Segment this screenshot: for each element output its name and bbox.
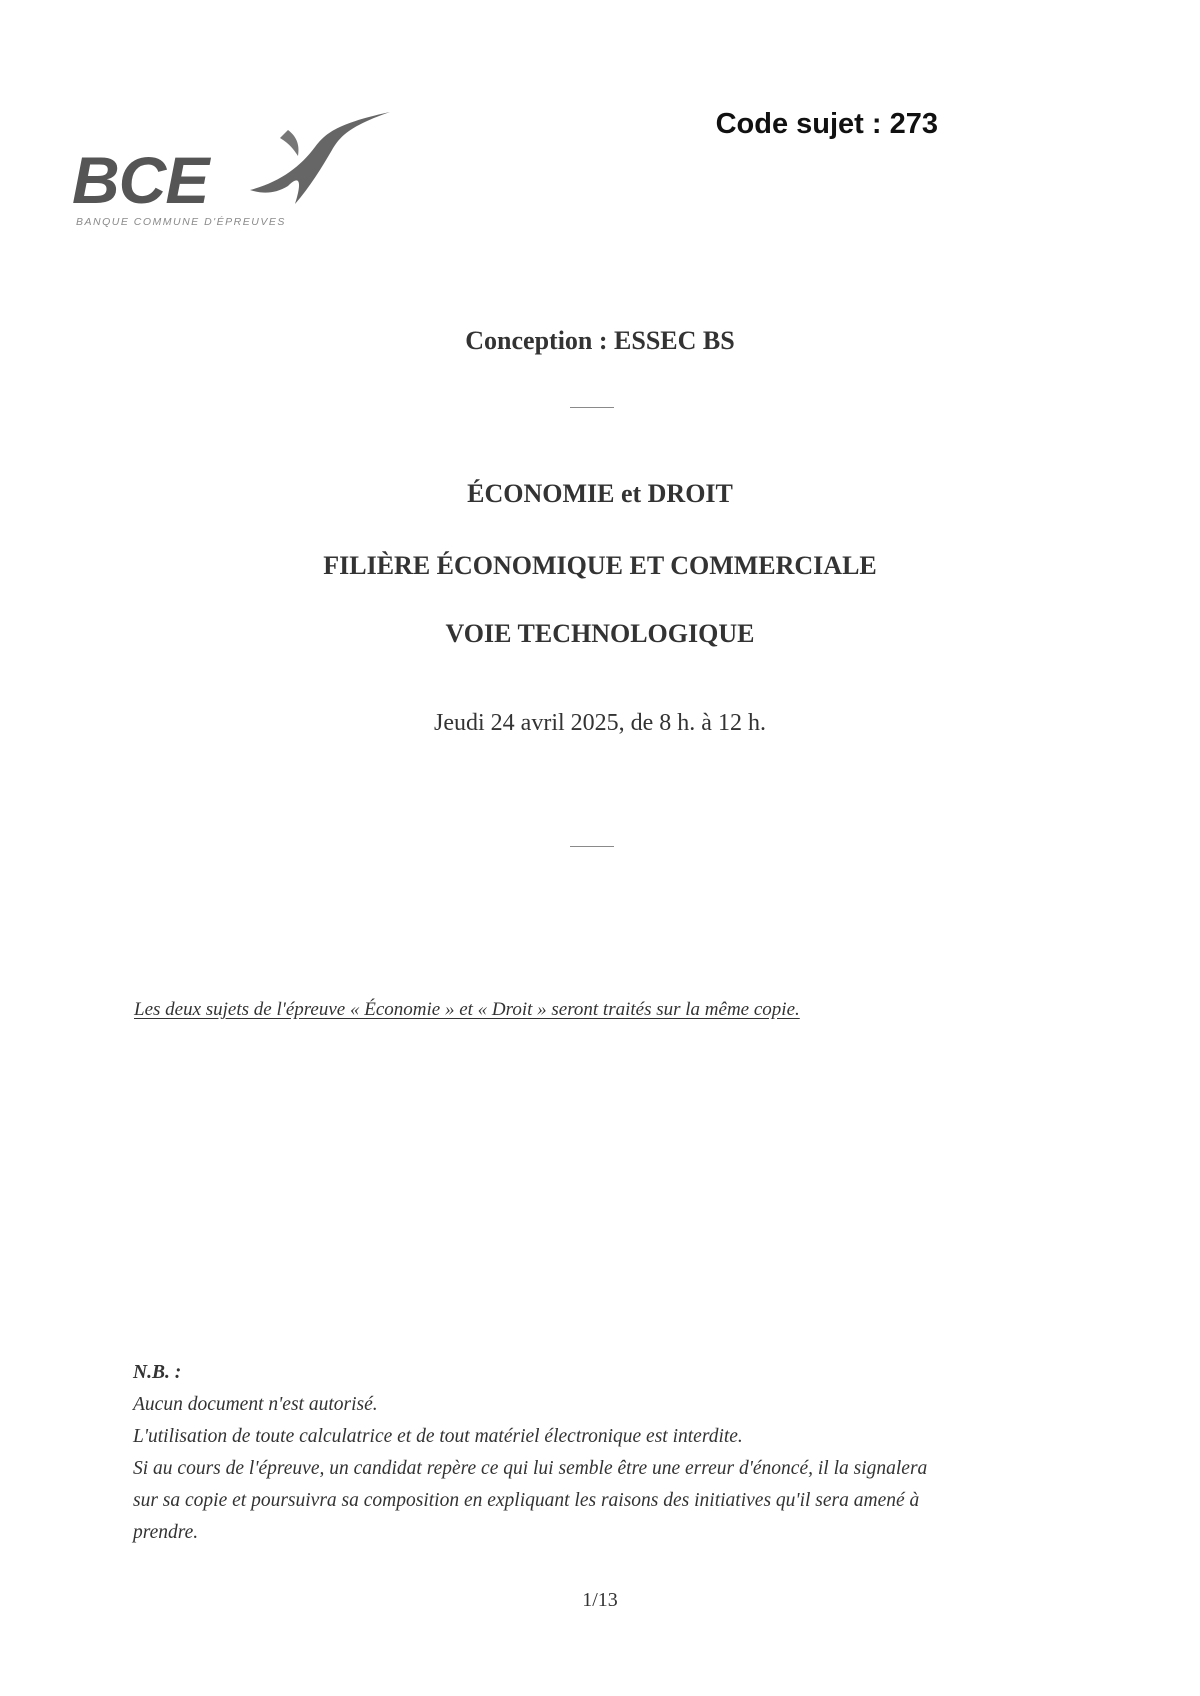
exam-path: VOIE TECHNOLOGIQUE xyxy=(445,619,755,648)
exam-track: FILIÈRE ÉCONOMIQUE ET COMMERCIALE xyxy=(323,551,877,580)
page-number: 1/13 xyxy=(582,1589,618,1611)
nb-section xyxy=(133,1362,1073,1554)
logo-tagline: BANQUE COMMUNE D'ÉPREUVES xyxy=(76,216,286,228)
divider xyxy=(570,407,614,408)
bce-logo xyxy=(72,112,402,232)
nb-heading: N.B. : xyxy=(133,1362,182,1383)
nb-line: Si au cours de l'épreuve, un candidat repère ce qui lui semble être une erreur d'énoncé, il la signalera xyxy=(133,1458,928,1479)
divider xyxy=(570,846,614,847)
exam-date: Jeudi 24 avril 2025, de 8 h. à 12 h. xyxy=(434,710,766,736)
nb-line: sur sa copie et poursuivra sa composition en expliquant les raisons des initiatives qu'il sera amené à xyxy=(133,1490,920,1511)
logo-swoosh-icon xyxy=(240,112,400,212)
subject-code: Code sujet : 273 xyxy=(715,108,938,140)
exam-title: ÉCONOMIE et DROIT xyxy=(467,479,733,508)
logo-wordmark: BCE xyxy=(72,143,209,217)
copy-notice: Les deux sujets de l'épreuve « Économie » et « Droit » seront traités sur la même copie. xyxy=(134,999,800,1020)
nb-line: L'utilisation de toute calculatrice et de tout matériel électronique est interdite. xyxy=(133,1426,743,1447)
nb-line: prendre. xyxy=(133,1522,199,1543)
conception-line: Conception : ESSEC BS xyxy=(465,326,735,355)
nb-line: Aucun document n'est autorisé. xyxy=(133,1394,378,1415)
